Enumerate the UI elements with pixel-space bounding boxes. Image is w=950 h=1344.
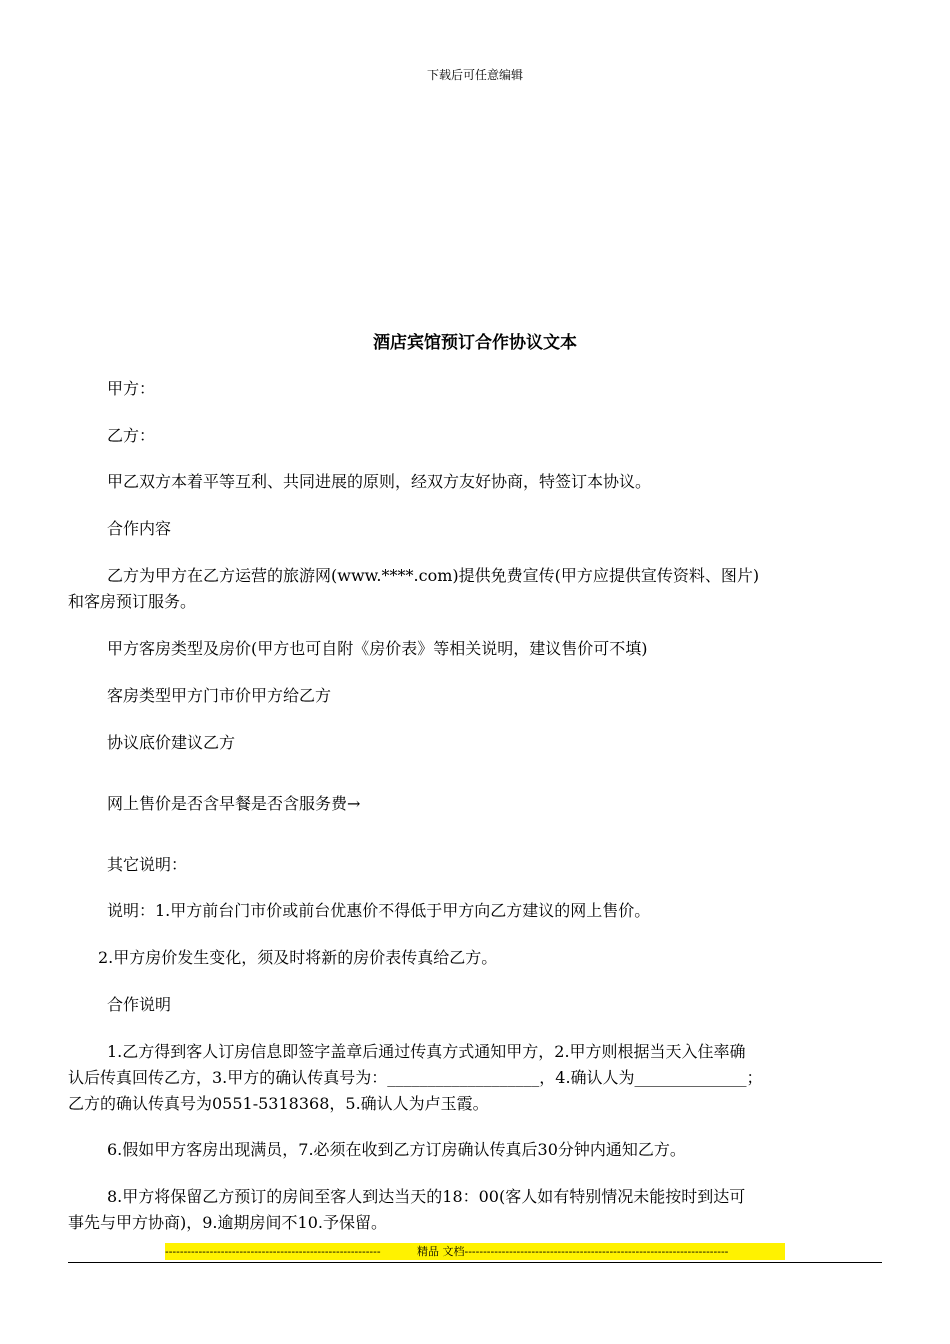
intro-paragraph: 甲乙双方本着平等互利、共同进展的原则，经双方友好协商，特签订本协议。: [107, 472, 652, 491]
footer-right-dashes: -----------------------------------------------------------------------: [464, 1245, 729, 1258]
footer-banner: [165, 1243, 785, 1260]
room-types-paragraph: 甲方客房类型及房价(甲方也可自附《房价表》等相关说明，建议售价可不填): [107, 639, 648, 658]
other-notes-heading: 其它说明：: [107, 855, 188, 874]
coop-paragraph-line1: 乙方为甲方在乙方运营的旅游网(www.****.com)提供免费宣传(甲方应提供宣传资料、图片): [107, 566, 760, 585]
note-1: 说明：1.甲方前台门市价或前台优惠价不得低于甲方向乙方建议的网上售价。: [107, 901, 651, 920]
coop-paragraph-line2: 和客房预订服务。: [68, 592, 197, 611]
party-a-label: 甲方：: [107, 379, 156, 398]
header-note: 下载后可任意编辑: [426, 68, 523, 82]
clause-1-line2: 认后传真回传乙方，3.甲方的确认传真号为：___________________，4.确认人为______________；: [68, 1068, 763, 1087]
footer-divider: [68, 1262, 882, 1263]
clause-8-line1: 8.甲方将保留乙方预订的房间至客人到达当天的18：00(客人如有特别情况未能按时到达可: [107, 1187, 746, 1206]
room-table-row3: 网上售价是否含早餐是否含服务费→: [107, 794, 361, 813]
clause-1-line3: 乙方的确认传真号为0551-5318368，5.确认人为卢玉霞。: [68, 1094, 489, 1113]
room-table-row2: 协议底价建议乙方: [107, 733, 236, 752]
note-2: 2.甲方房价发生变化，须及时将新的房价表传真给乙方。: [98, 948, 498, 967]
clause-6: 6.假如甲方客房出现满员，7.必须在收到乙方订房确认传真后30分钟内通知乙方。: [107, 1140, 686, 1159]
room-table-row1: 客房类型甲方门市价甲方给乙方: [107, 686, 332, 705]
clause-8-line2: 事先与甲方协商)，9.逾期房间不10.予保留。: [68, 1213, 387, 1232]
party-b-label: 乙方：: [107, 426, 156, 445]
footer-left-dashes: ----------------------------------------------------------: [165, 1245, 381, 1258]
section-heading-cooperation: 合作内容: [107, 519, 172, 538]
clause-1-line1: 1.乙方得到客人订房信息即签字盖章后通过传真方式通知甲方，2.甲方则根据当天入住率确: [107, 1042, 746, 1061]
footer-label: 精品 文档: [417, 1245, 465, 1258]
section-heading-cooperation-notes: 合作说明: [107, 995, 172, 1014]
document-title: 酒店宾馆预订合作协议文本: [373, 333, 577, 353]
